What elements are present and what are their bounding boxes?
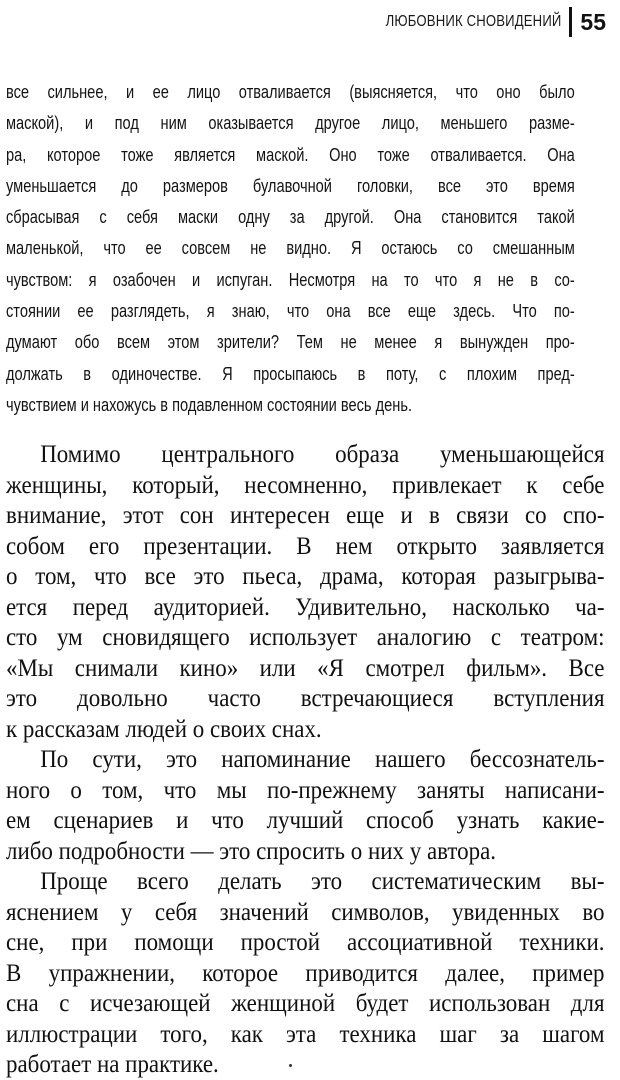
dream-line: сбрасывая с себя маски одну за другой. Она становится такой: [6, 206, 575, 228]
dream-line: маленькой, что ее совсем не видно. Я остаюсь со смешанным: [6, 237, 575, 259]
text-line: иллюстрации того, как эта техника шаг за шагом: [6, 1018, 605, 1048]
text-line: либо подробности — это спросить о них у автора.: [6, 835, 497, 865]
dream-line: чувствием и нахожусь в подавленном состоянии весь день.: [6, 393, 413, 415]
text-line: работает на практике.: [6, 1049, 219, 1078]
text-line: собом его презентации. В нем открыто заявляется: [6, 530, 605, 560]
print-speck: [289, 1064, 292, 1067]
text-line: это довольно часто встречающиеся вступления: [6, 683, 605, 712]
dream-line: все сильнее, и ее лицо отваливается (выясняется, что оно было: [6, 81, 575, 102]
text-line: ного о том, что мы по-прежнему заняты написани-: [6, 774, 605, 804]
text-line: женщины, который, несомненно, привлекает к себе: [6, 469, 605, 499]
dream-line: чувством: я озабочен и испуган. Несмотря на то что я не в со-: [6, 268, 575, 290]
text-line: к рассказам людей о своих снах.: [6, 713, 322, 743]
running-title: ЛЮБОВНИК СНОВИДЕНИЙ: [385, 13, 562, 30]
text-line: По сути, это напоминание нашего бессознатель-: [40, 744, 605, 773]
text-line: ем сценариев и что лучший способ узнать какие-: [6, 805, 605, 834]
dream-line: стоянии ее разглядеть, я знаю, что она все еще здесь. Что по-: [6, 300, 575, 322]
text-line: о том, что все это пьеса, драма, которая разыгрыва-: [6, 561, 605, 590]
dream-line: должать в одиночестве. Я просыпаюсь в поту, с плохим пред-: [6, 362, 575, 384]
running-header: [347, 6, 606, 38]
text-line: ется перед аудиторией. Удивительно, насколько ча-: [6, 591, 605, 621]
text-line: Помимо центрального образа уменьшающейся: [40, 439, 605, 468]
dream-narrative: [6, 76, 575, 420]
text-line: В упражнении, которое приводится далее, пример: [6, 957, 605, 987]
dream-line: уменьшается до размеров булавочной головки, все это время: [6, 174, 575, 196]
text-line: сна с исчезающей женщиной будет использован для: [6, 988, 605, 1017]
text-line: «Мы снимали кино» или «Я смотрел фильм». Все: [6, 652, 605, 682]
text-line: сто ум сновидящего использует аналогию с театром:: [6, 622, 605, 651]
text-line: внимание, этот сон интересен еще и в связи со спо-: [6, 500, 605, 529]
page-number: 55: [580, 8, 606, 35]
text-line: яснением у себя значений символов, увиденных во: [6, 896, 605, 926]
main-text: [6, 439, 605, 1080]
dream-line: ра, которое тоже является маской. Оно тоже отваливается. Она: [6, 143, 575, 165]
paragraph: [6, 744, 605, 866]
paragraph: [6, 866, 605, 1080]
text-line: Проще всего делать это систематическим вы-: [40, 866, 605, 895]
header-divider: [569, 7, 572, 37]
paragraph: [6, 439, 605, 744]
dream-line: думают обо всем этом зрители? Тем не менее я вынужден про-: [6, 331, 575, 353]
text-line: сне, при помощи простой ассоциативной техники.: [6, 927, 605, 956]
dream-line: маской), и под ним оказывается другое лицо, меньшего разме-: [6, 112, 575, 134]
